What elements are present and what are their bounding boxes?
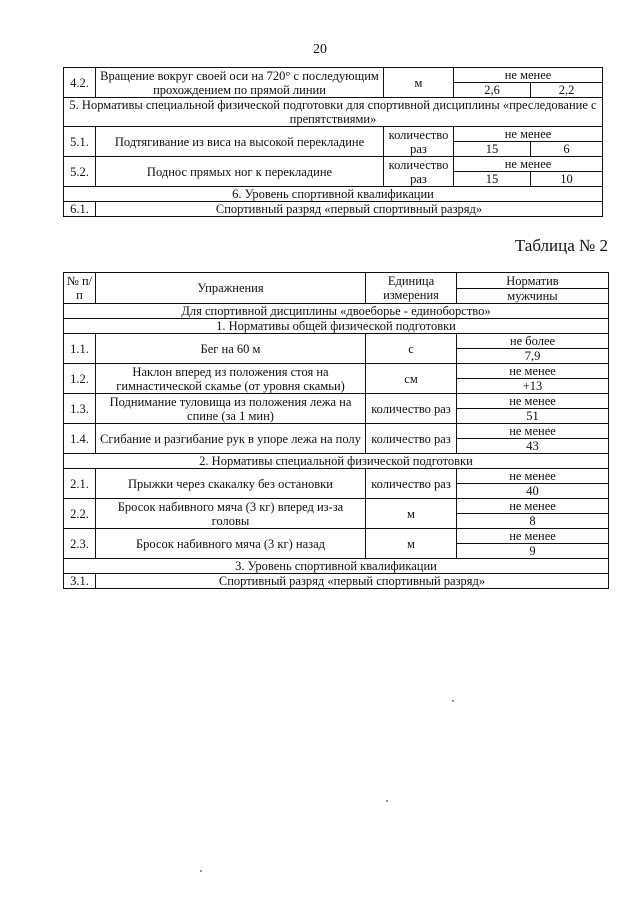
- header-number: № п/п: [64, 273, 96, 304]
- row-number: 2.1.: [64, 469, 96, 499]
- norm-condition: не менее: [454, 157, 603, 172]
- norm-value: 43: [457, 439, 609, 454]
- section-heading: 2. Нормативы специальной физической подготовки: [64, 454, 609, 469]
- norm-value: 8: [457, 514, 609, 529]
- norm-condition: не менее: [457, 364, 609, 379]
- unit-cell: количество раз: [384, 127, 454, 157]
- norm-value: 51: [457, 409, 609, 424]
- norm-value: 7,9: [457, 349, 609, 364]
- unit-cell: см: [366, 364, 457, 394]
- row-number: 4.2.: [64, 68, 96, 98]
- unit-cell: м: [366, 499, 457, 529]
- exercise-name: Прыжки через скакалку без остановки: [96, 469, 366, 499]
- row-number: 6.1.: [64, 202, 96, 217]
- unit-cell: м: [366, 529, 457, 559]
- qualification-text: Спортивный разряд «первый спортивный разряд»: [96, 202, 603, 217]
- norm-condition: не более: [457, 334, 609, 349]
- row-number: 1.1.: [64, 334, 96, 364]
- exercise-name: Наклон вперед из положения стоя на гимнастической скамье (от уровня скамьи): [96, 364, 366, 394]
- norm-condition: не менее: [457, 424, 609, 439]
- section-heading: 5. Нормативы специальной физической подготовки для спортивной дисциплины «преследование с препятствиями»: [64, 98, 603, 127]
- norm-condition: не менее: [457, 499, 609, 514]
- row-number: 2.2.: [64, 499, 96, 529]
- exercise-name: Подтягивание из виса на высокой перекладине: [96, 127, 384, 157]
- norm-value: +13: [457, 379, 609, 394]
- scan-speck: [200, 870, 202, 872]
- row-number: 1.3.: [64, 394, 96, 424]
- norm-value: 40: [457, 484, 609, 499]
- unit-cell: количество раз: [366, 424, 457, 454]
- section-heading: 6. Уровень спортивной квалификации: [64, 187, 603, 202]
- row-number: 1.2.: [64, 364, 96, 394]
- qualification-text: Спортивный разряд «первый спортивный разряд»: [96, 574, 609, 589]
- section-heading: 3. Уровень спортивной квалификации: [64, 559, 609, 574]
- exercise-name: Сгибание и разгибание рук в упоре лежа на полу: [96, 424, 366, 454]
- norm-value: 15: [454, 142, 531, 157]
- norm-value: 9: [457, 544, 609, 559]
- exercise-name: Поднимание туловища из положения лежа на спине (за 1 мин): [96, 394, 366, 424]
- unit-cell: с: [366, 334, 457, 364]
- norms-table-1-continuation: [63, 67, 603, 217]
- section-heading: 1. Нормативы общей физической подготовки: [64, 319, 609, 334]
- scan-speck: [452, 700, 454, 702]
- unit-cell: м: [384, 68, 454, 98]
- scan-speck: [386, 800, 388, 802]
- header-norm: Норматив: [457, 273, 609, 289]
- norm-value: 6: [531, 142, 603, 157]
- norm-condition: не менее: [457, 529, 609, 544]
- header-gender: мужчины: [457, 289, 609, 304]
- row-number: 5.1.: [64, 127, 96, 157]
- norm-value: 10: [531, 172, 603, 187]
- norm-condition: не менее: [457, 469, 609, 484]
- unit-cell: количество раз: [384, 157, 454, 187]
- norm-condition: не менее: [457, 394, 609, 409]
- exercise-name: Поднос прямых ног к перекладине: [96, 157, 384, 187]
- exercise-name: Вращение вокруг своей оси на 720° с последующим прохождением по прямой линии: [96, 68, 384, 98]
- row-number: 3.1.: [64, 574, 96, 589]
- row-number: 1.4.: [64, 424, 96, 454]
- discipline-heading: Для спортивной дисциплины «двоеборье - единоборство»: [64, 304, 609, 319]
- exercise-name: Бросок набивного мяча (3 кг) вперед из-за головы: [96, 499, 366, 529]
- norm-value: 15: [454, 172, 531, 187]
- norm-value: 2,6: [454, 83, 531, 98]
- exercise-name: Бросок набивного мяча (3 кг) назад: [96, 529, 366, 559]
- norms-table-2: [63, 272, 609, 589]
- page-number: 20: [313, 42, 327, 57]
- row-number: 2.3.: [64, 529, 96, 559]
- unit-cell: количество раз: [366, 394, 457, 424]
- norm-condition: не менее: [454, 127, 603, 142]
- norm-condition: не менее: [454, 68, 603, 83]
- exercise-name: Бег на 60 м: [96, 334, 366, 364]
- row-number: 5.2.: [64, 157, 96, 187]
- header-exercise: Упражнения: [96, 273, 366, 304]
- unit-cell: количество раз: [366, 469, 457, 499]
- table-caption: Таблица № 2: [514, 236, 608, 255]
- norm-value: 2,2: [531, 83, 603, 98]
- header-unit: Единица измерения: [366, 273, 457, 304]
